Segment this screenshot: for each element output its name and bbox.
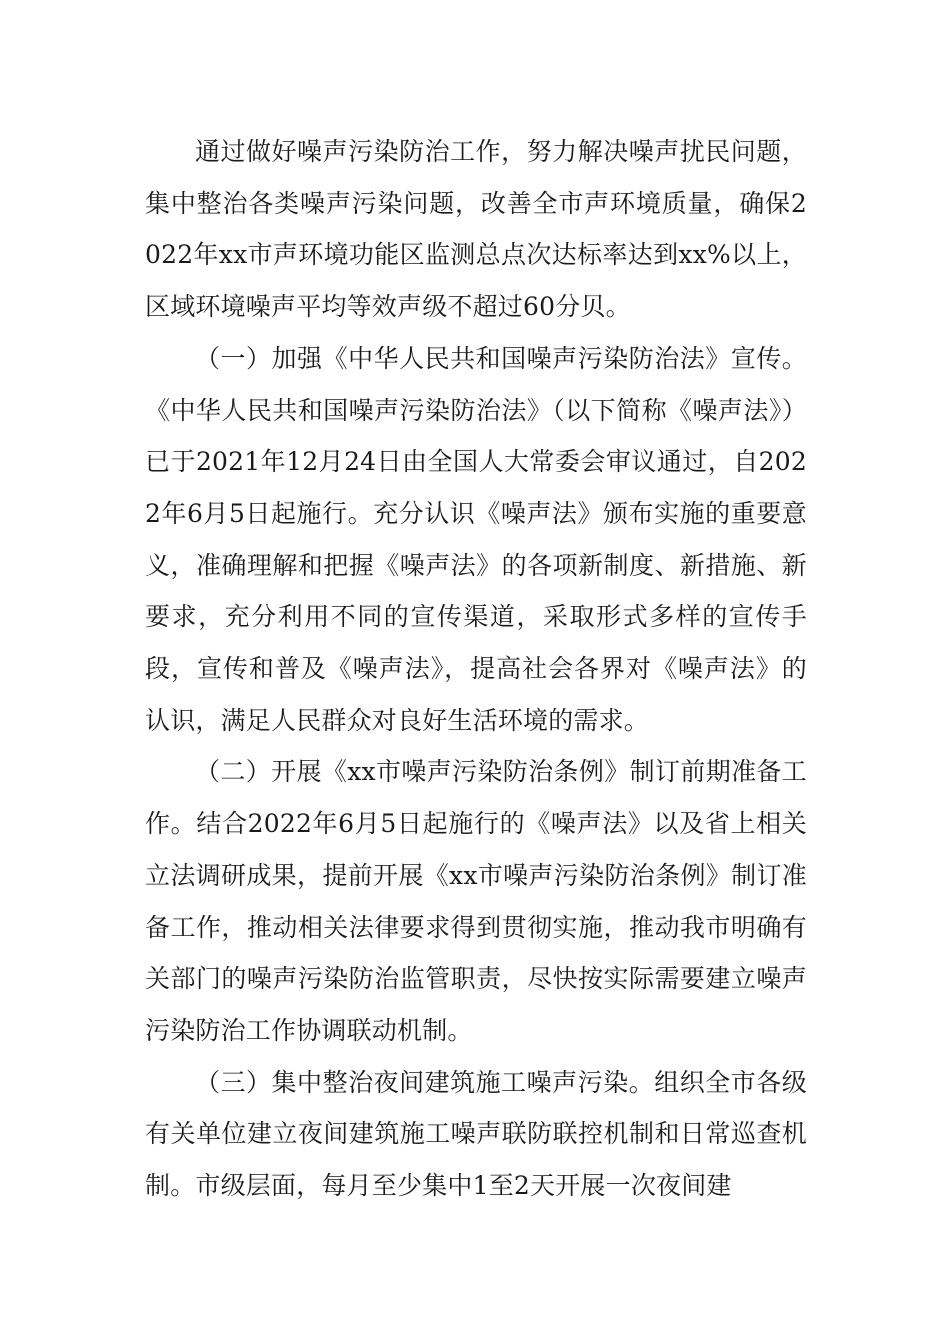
paragraph-section-3: （三）集中整治夜间建筑施工噪声污染。组织全市各级有关单位建立夜间建筑施工噪声联防联控机制和日常巡查机制。市级层面，每月至少集中1至2天开展一次夜间建 bbox=[145, 1067, 807, 1201]
paragraph-section-1: （一）加强《中华人民共和国噪声污染防治法》宣传。《中华人民共和国噪声污染防治法》（以下简称《噪声法》）已于2021年12月24日由全国人大常委会审议通过，自2022年6月5日起施行。充分认识《噪声法》颁布实施的重要意义，准确理解和把握《噪声法》的各项新制度、新措施、新要求，充分利用不同的宣传渠道，采取形式多样的宣传手段，宣传和普及《噪声法》，提高社会各界对《噪声法》的认识，满足人民群众对良好生活环境的需求。 bbox=[145, 343, 807, 735]
paragraph-goal: 通过做好噪声污染防治工作，努力解决噪声扰民问题，集中整治各类噪声污染问题，改善全市声环境质量，确保2022年xx市声环境功能区监测总点次达标率达到xx%以上，区域环境噪声平均等效声级不超过60分贝。 bbox=[145, 137, 807, 322]
document-body bbox=[145, 126, 807, 1212]
paragraph-section-2: （二）开展《xx市噪声污染防治条例》制订前期准备工作。结合2022年6月5日起施行的《噪声法》以及省上相关立法调研成果，提前开展《xx市噪声污染防治条例》制订准备工作，推动相关法律要求得到贯彻实施，推动我市明确有关部门的噪声污染防治监管职责，尽快按实际需要建立噪声污染防治工作协调联动机制。 bbox=[145, 757, 807, 1045]
